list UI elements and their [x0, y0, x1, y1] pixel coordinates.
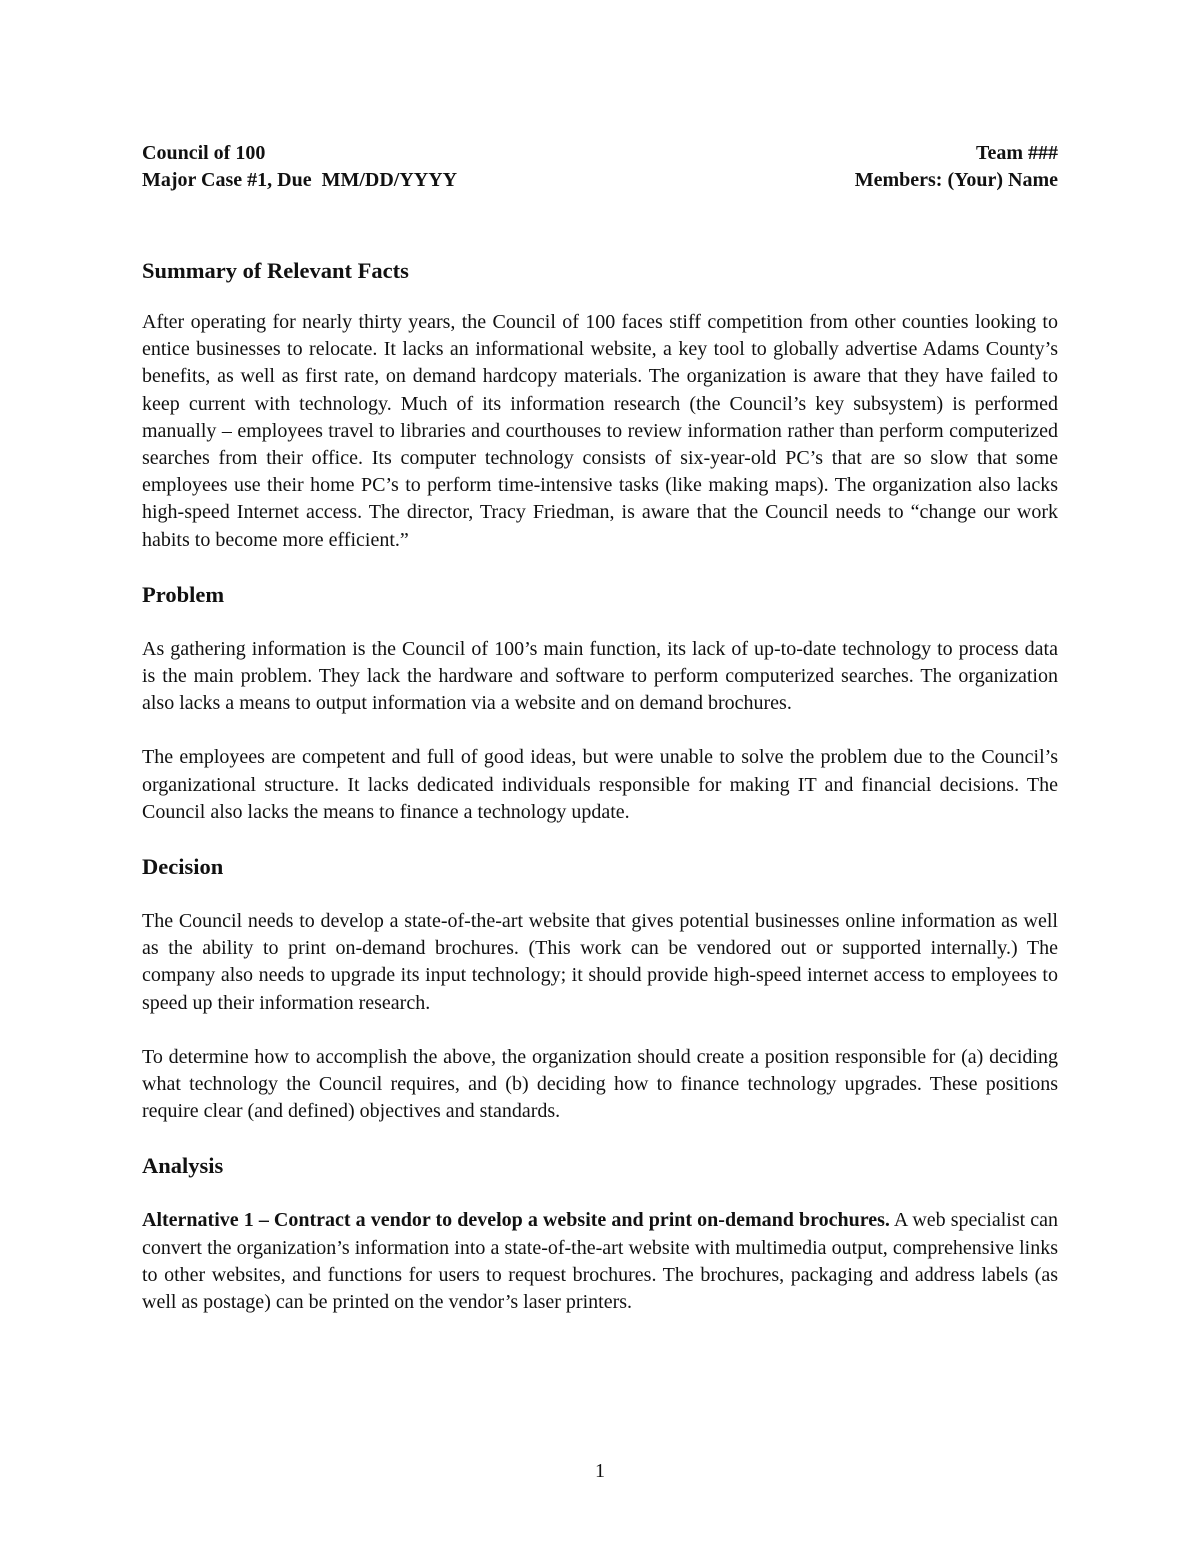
alternative-1-paragraph: [142, 1207, 1058, 1316]
alternative-1-title: Alternative 1 – Contract a vendor to develop a website and print on-demand brochures.: [142, 1209, 890, 1232]
document-page: [142, 140, 1058, 1316]
decision-paragraph-1: The Council needs to develop a state-of-the-art website that gives potential businesses online information as well as the ability to print on-demand brochures. (This work can be vendored out or supported internally.) The company also needs to upgrade its input technology; it should provide high-speed internet access to employees to speed up their information research.: [142, 910, 1058, 1014]
problem-paragraph-1: As gathering information is the Council of 100’s main function, its lack of up-to-date technology to process data is the main problem. They lack the hardware and software to perform computerized searches. The organization also lacks a means to output information via a website and on demand brochures.: [142, 637, 1058, 715]
summary-paragraph: After operating for nearly thirty years, the Council of 100 faces stiff competition from other counties looking to entice businesses to relocate. It lacks an informational website, a key tool to globally advertise Adams County’s benefits, as well as first rate, on demand hardcopy materials. The organization is aware that they have failed to keep current with technology. Much of its information research (the Council’s key subsystem) is performed manually – employees travel to libraries and courthouses to review information rather than perform computerized searches from their office. Its computer technology consists of six-year-old PC’s that are so slow that some employees use their home PC’s to perform time-intensive tasks (like making maps). The organization also lacks high-speed Internet access. The director, Tracy Friedman, is aware that the Council needs to “change our work habits to become more efficient.”: [142, 311, 1058, 551]
alternative-1-text: A web specialist can convert the organization’s information into a state-of-the-art website with multimedia output, comprehensive links to other websites, and functions for users to request brochures. The brochures, packaging and address labels (as well as postage) can be printed on the vendor’s laser printers.: [142, 1209, 1058, 1314]
summary-heading: Summary of Relevant Facts: [142, 258, 409, 283]
problem-paragraph-2: The employees are competent and full of good ideas, but were unable to solve the problem due to the Council’s organizational structure. It lacks dedicated individuals responsible for making IT and financial decisions. The Council also lacks the means to finance a technology update.: [142, 746, 1058, 823]
team-number: Team ###: [975, 142, 1058, 164]
case-due-line: Major Case #1, Due MM/DD/YYYY: [142, 169, 458, 191]
analysis-heading: Analysis: [142, 1153, 224, 1179]
decision-paragraph-2: To determine how to accomplish the above, the organization should create a position responsible for (a) deciding what technology the Council requires, and (b) deciding how to finance technology upgrades. These positions require clear (and defined) objectives and standards.: [142, 1045, 1058, 1123]
org-name: Council of 100: [142, 142, 266, 164]
problem-heading: Problem: [142, 581, 225, 607]
decision-heading: Decision: [142, 854, 224, 880]
header-row-1: [142, 140, 1058, 167]
page-number: 1: [595, 1460, 605, 1482]
members-line: Members: (Your) Name: [854, 169, 1058, 191]
header-row-2: [142, 167, 1058, 194]
